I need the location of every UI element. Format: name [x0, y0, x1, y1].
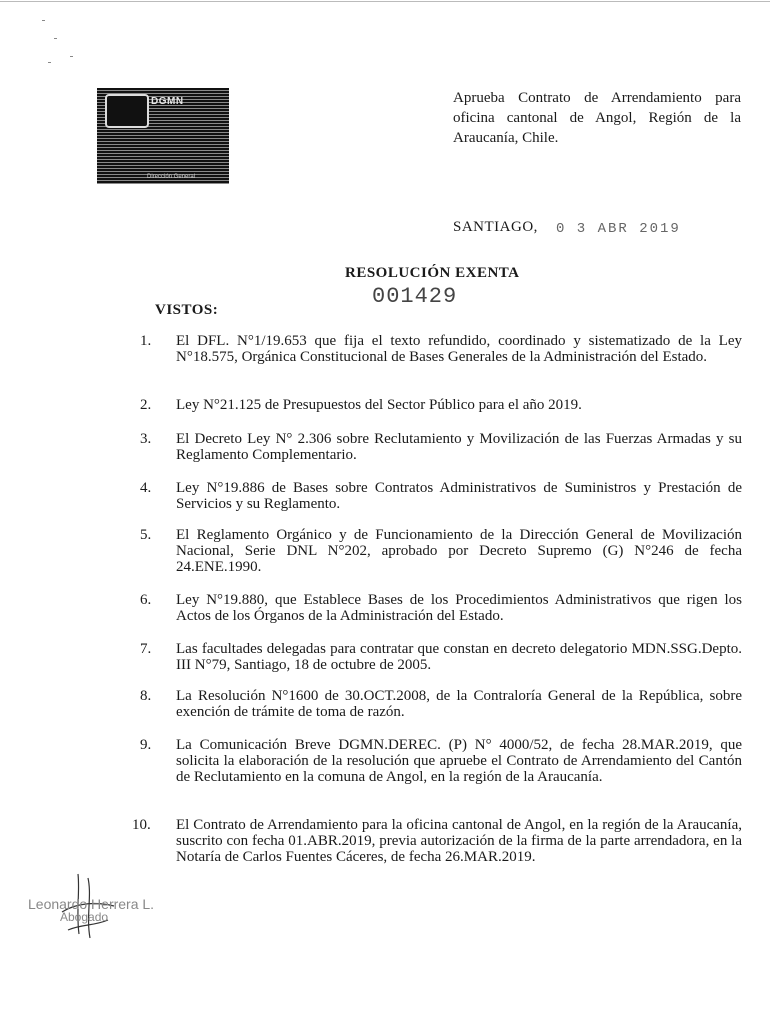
item-number: 3.: [140, 431, 152, 447]
item-text: Las facultades delegadas para contratar que constan en decreto delegatorio MDN.SSG.Depto. III N°79, Santiago, 18 de octubre de 2005.: [176, 641, 742, 673]
signature-stamp: [28, 872, 158, 942]
item-text: El DFL. N°1/19.653 que fija el texto refundido, coordinado y sistematizado de la Ley N°18.575, Orgánica Constitucional de Bases Generales de la Administración del Estado.: [176, 333, 742, 365]
item-text: El Decreto Ley N° 2.306 sobre Reclutamiento y Movilización de las Fuerzas Armadas y su Reglamento Complementario.: [176, 431, 742, 463]
item-number: 8.: [140, 688, 152, 704]
scan-top-edge: [0, 1, 770, 2]
section-heading-vistos: VISTOS:: [155, 302, 219, 318]
item-text: Ley N°19.880, que Establece Bases de los Procedimientos Administrativos que rigen los Actos de los Órganos de la Administración del Estado.: [176, 592, 742, 624]
item-text: La Comunicación Breve DGMN.DEREC. (P) N° 4000/52, de fecha 28.MAR.2019, que solicita la elaboración de la resolución que apruebe el Contrato de Arrendamiento del Cantón de Reclutamiento en la comuna de Angol, en la región de la Araucanía.: [176, 737, 742, 785]
item-number: 1.: [140, 333, 152, 349]
dgmn-logo: [97, 88, 229, 184]
emblem-icon: [105, 94, 149, 128]
date-stamp: 0 3 ABR 2019: [556, 221, 681, 237]
item-number: 5.: [140, 527, 152, 543]
item-text: Ley N°19.886 de Bases sobre Contratos Administrativos de Suministros y Prestación de Servicios y su Reglamento.: [176, 480, 742, 512]
item-text: Ley N°21.125 de Presupuestos del Sector Público para el año 2019.: [176, 397, 582, 413]
resolution-title: RESOLUCIÓN EXENTA: [345, 265, 520, 281]
item-number: 2.: [140, 397, 152, 413]
item-number: 4.: [140, 480, 152, 496]
item-number: 9.: [140, 737, 152, 753]
item-number: 10.: [132, 817, 151, 833]
signer-name: Leonardo Herrera L.: [28, 896, 155, 912]
item-number: 6.: [140, 592, 152, 608]
subject-summary: Aprueba Contrato de Arrendamiento para oficina cantonal de Angol, Región de la Araucanía, Chile.: [453, 90, 741, 146]
item-text: La Resolución N°1600 de 30.OCT.2008, de la Contraloría General de la República, sobre exención de trámite de toma de razón.: [176, 688, 742, 720]
signer-title: Abogado: [60, 910, 109, 924]
logo-subtext: Dirección General: [147, 174, 196, 180]
logo-text: DGMN: [151, 96, 184, 107]
item-text: El Contrato de Arrendamiento para la oficina cantonal de Angol, en la región de la Araucanía, suscrito con fecha 01.ABR.2019, previa autorización de la firma de la parte arrendadora, en la Notaría de Carlos Fuentes Cáceres, de fecha 26.MAR.2019.: [176, 817, 742, 865]
place-label: SANTIAGO,: [453, 219, 538, 235]
resolution-number-stamp: 001429: [372, 284, 458, 309]
item-text: El Reglamento Orgánico y de Funcionamiento de la Dirección General de Movilización Nacional, Serie DNL N°202, aprobado por Decreto Supremo (G) N°246 de fecha 24.ENE.1990.: [176, 527, 742, 575]
item-number: 7.: [140, 641, 152, 657]
scan-specks: [30, 12, 90, 72]
